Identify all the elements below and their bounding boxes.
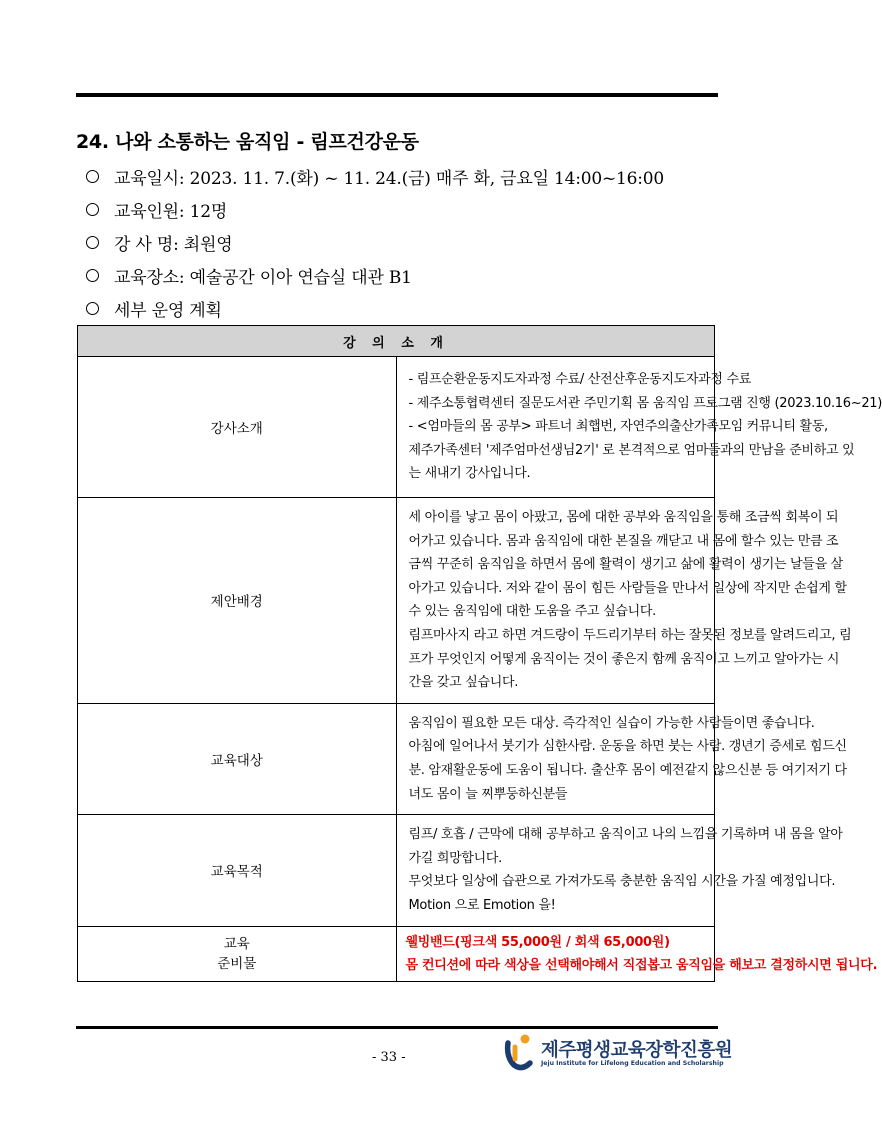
content-line: 녀도 몸이 늘 찌뿌둥하신분들 <box>408 786 568 802</box>
bullet-instructor <box>86 226 726 259</box>
row-label: 제안배경 <box>78 498 397 704</box>
bullet-text: 세부 운영 계획 <box>114 301 222 321</box>
content-line: 수 있는 움직임에 대한 도움을 주고 싶습니다. <box>408 604 656 620</box>
circle-bullet-icon <box>86 269 99 282</box>
content-line: 프가 무엇인지 어떻게 움직이는 것이 좋은지 함께 움직이고 느끼고 알아가는 시 <box>408 651 840 667</box>
course-intro-table <box>77 325 882 982</box>
content-line: 아가고 있습니다. 저와 같이 몸이 힘든 사람들을 만나서 일상에 작지만 손쉽게 할 <box>408 580 847 596</box>
row-label: 교육목적 <box>78 815 397 926</box>
supplies-label-line: 준비물 <box>217 955 257 972</box>
content-line: 제주가족센터 '제주엄마선생님2기' 로 본격적으로 엄마들과의 만남을 준비하고 있 <box>408 442 855 458</box>
row-content <box>396 815 843 926</box>
circle-bullet-icon <box>86 170 99 183</box>
row-content <box>396 703 847 814</box>
org-name-en: Jeju Institute for Lifelong Education and Scholarship <box>541 1060 724 1067</box>
table-row-supplies <box>78 926 715 981</box>
bottom-rule <box>76 1026 718 1029</box>
top-rule <box>76 93 718 97</box>
content-line: 세 아이를 낳고 몸이 아팠고, 몸에 대한 공부와 움직임을 통해 조금씩 회복이 되 <box>408 510 839 525</box>
table-row-instructor <box>78 357 715 498</box>
supplies-content <box>396 926 878 981</box>
info-bullet-list <box>86 160 726 325</box>
content-line: 림프마사지 라고 하면 겨드랑이 두드리기부터 하는 잘못된 정보를 알려드리고, 림 <box>408 627 852 643</box>
bullet-text: 교육장소: 예술공간 이아 연습실 대관 B1 <box>114 268 412 288</box>
section-title: 24. 나와 소통하는 움직임 - 림프건강운동 <box>76 131 419 153</box>
supplies-label-line: 교육 <box>223 935 250 952</box>
content-line: 는 새내기 강사입니다. <box>408 466 531 482</box>
table-row-background <box>78 498 715 704</box>
bullet-text: 교육인원: 12명 <box>114 202 228 222</box>
content-line: Motion 으로 Emotion 을! <box>408 897 556 913</box>
content-line: 아침에 일어나서 붓기가 심한사람. 운동을 하면 붓는 사람. 갱년기 증세로 힘드신 <box>408 739 847 755</box>
content-line: 가길 희망합니다. <box>408 850 502 866</box>
circle-bullet-icon <box>86 302 99 315</box>
supplies-line: 웰빙밴드(핑크색 55,000원 / 회색 65,000원) <box>405 934 670 950</box>
content-line: 금씩 꾸준히 움직임을 하면서 몸에 활력이 생기고 삶에 활력이 생기는 날들을 살 <box>408 557 843 573</box>
content-line: 분. 암재활운동에 도움이 됩니다. 출산후 몸이 예전같지 않으신분 등 여기저기 다 <box>408 762 847 778</box>
bullet-capacity <box>86 193 726 226</box>
table-row-audience <box>78 703 715 814</box>
logo-mark-icon <box>502 1033 536 1073</box>
content-line: 림프/ 호흡 / 근막에 대해 공부하고 움직이고 나의 느낌을 기록하며 내 몸을 알아 <box>408 827 843 843</box>
table-row-purpose <box>78 815 715 926</box>
content-line: 어가고 있습니다. 몸과 움직임에 대한 본질을 깨닫고 내 몸에 할수 있는 만큼 조 <box>408 533 839 549</box>
circle-bullet-icon <box>86 203 99 216</box>
supplies-line: 몸 컨디션에 따라 색상을 선택해야해서 직접봅고 움직임을 해보고 결정하시면 됩니다. <box>405 957 878 973</box>
table-header: 강 의 소 개 <box>78 326 715 357</box>
content-line: 무엇보다 일상에 습관으로 가져가도록 충분한 움직임 시간을 가질 예정입니다. <box>408 874 836 890</box>
bullet-plan <box>86 292 726 325</box>
bullet-text: 강 사 명: 최원영 <box>114 235 233 255</box>
row-label: 교육대상 <box>78 703 397 814</box>
row-label <box>78 926 397 981</box>
bullet-location <box>86 259 726 292</box>
content-line: 간을 갖고 싶습니다. <box>408 675 519 691</box>
circle-bullet-icon <box>86 236 99 249</box>
content-line: - <엄마들의 몸 공부> 파트너 최햅번, 자연주의출산가족모임 커뮤니티 활동, <box>408 419 828 435</box>
content-line: - 제주소통협력센터 질문도서관 주민기획 몸 움직임 프로그램 진행 (2023.10.16~21) <box>408 395 882 411</box>
bullet-schedule <box>86 160 726 193</box>
row-content <box>396 357 882 498</box>
row-label: 강사소개 <box>78 357 397 498</box>
row-content <box>396 498 852 704</box>
page-number: - 33 - <box>372 1050 406 1065</box>
content-line: 움직임이 필요한 모든 대상. 즉각적인 실습이 가능한 사람들이면 좋습니다. <box>408 715 815 731</box>
bullet-text: 교육일시: 2023. 11. 7.(화) ~ 11. 24.(금) 매주 화, 금요일 14:00~16:00 <box>114 169 665 189</box>
org-name: 제주평생교육장학진흥원 <box>541 1040 733 1061</box>
org-logo <box>502 1033 733 1075</box>
content-line: - 림프순환운동지도자과정 수료/ 산전산후운동지도자과정 수료 <box>408 372 752 388</box>
